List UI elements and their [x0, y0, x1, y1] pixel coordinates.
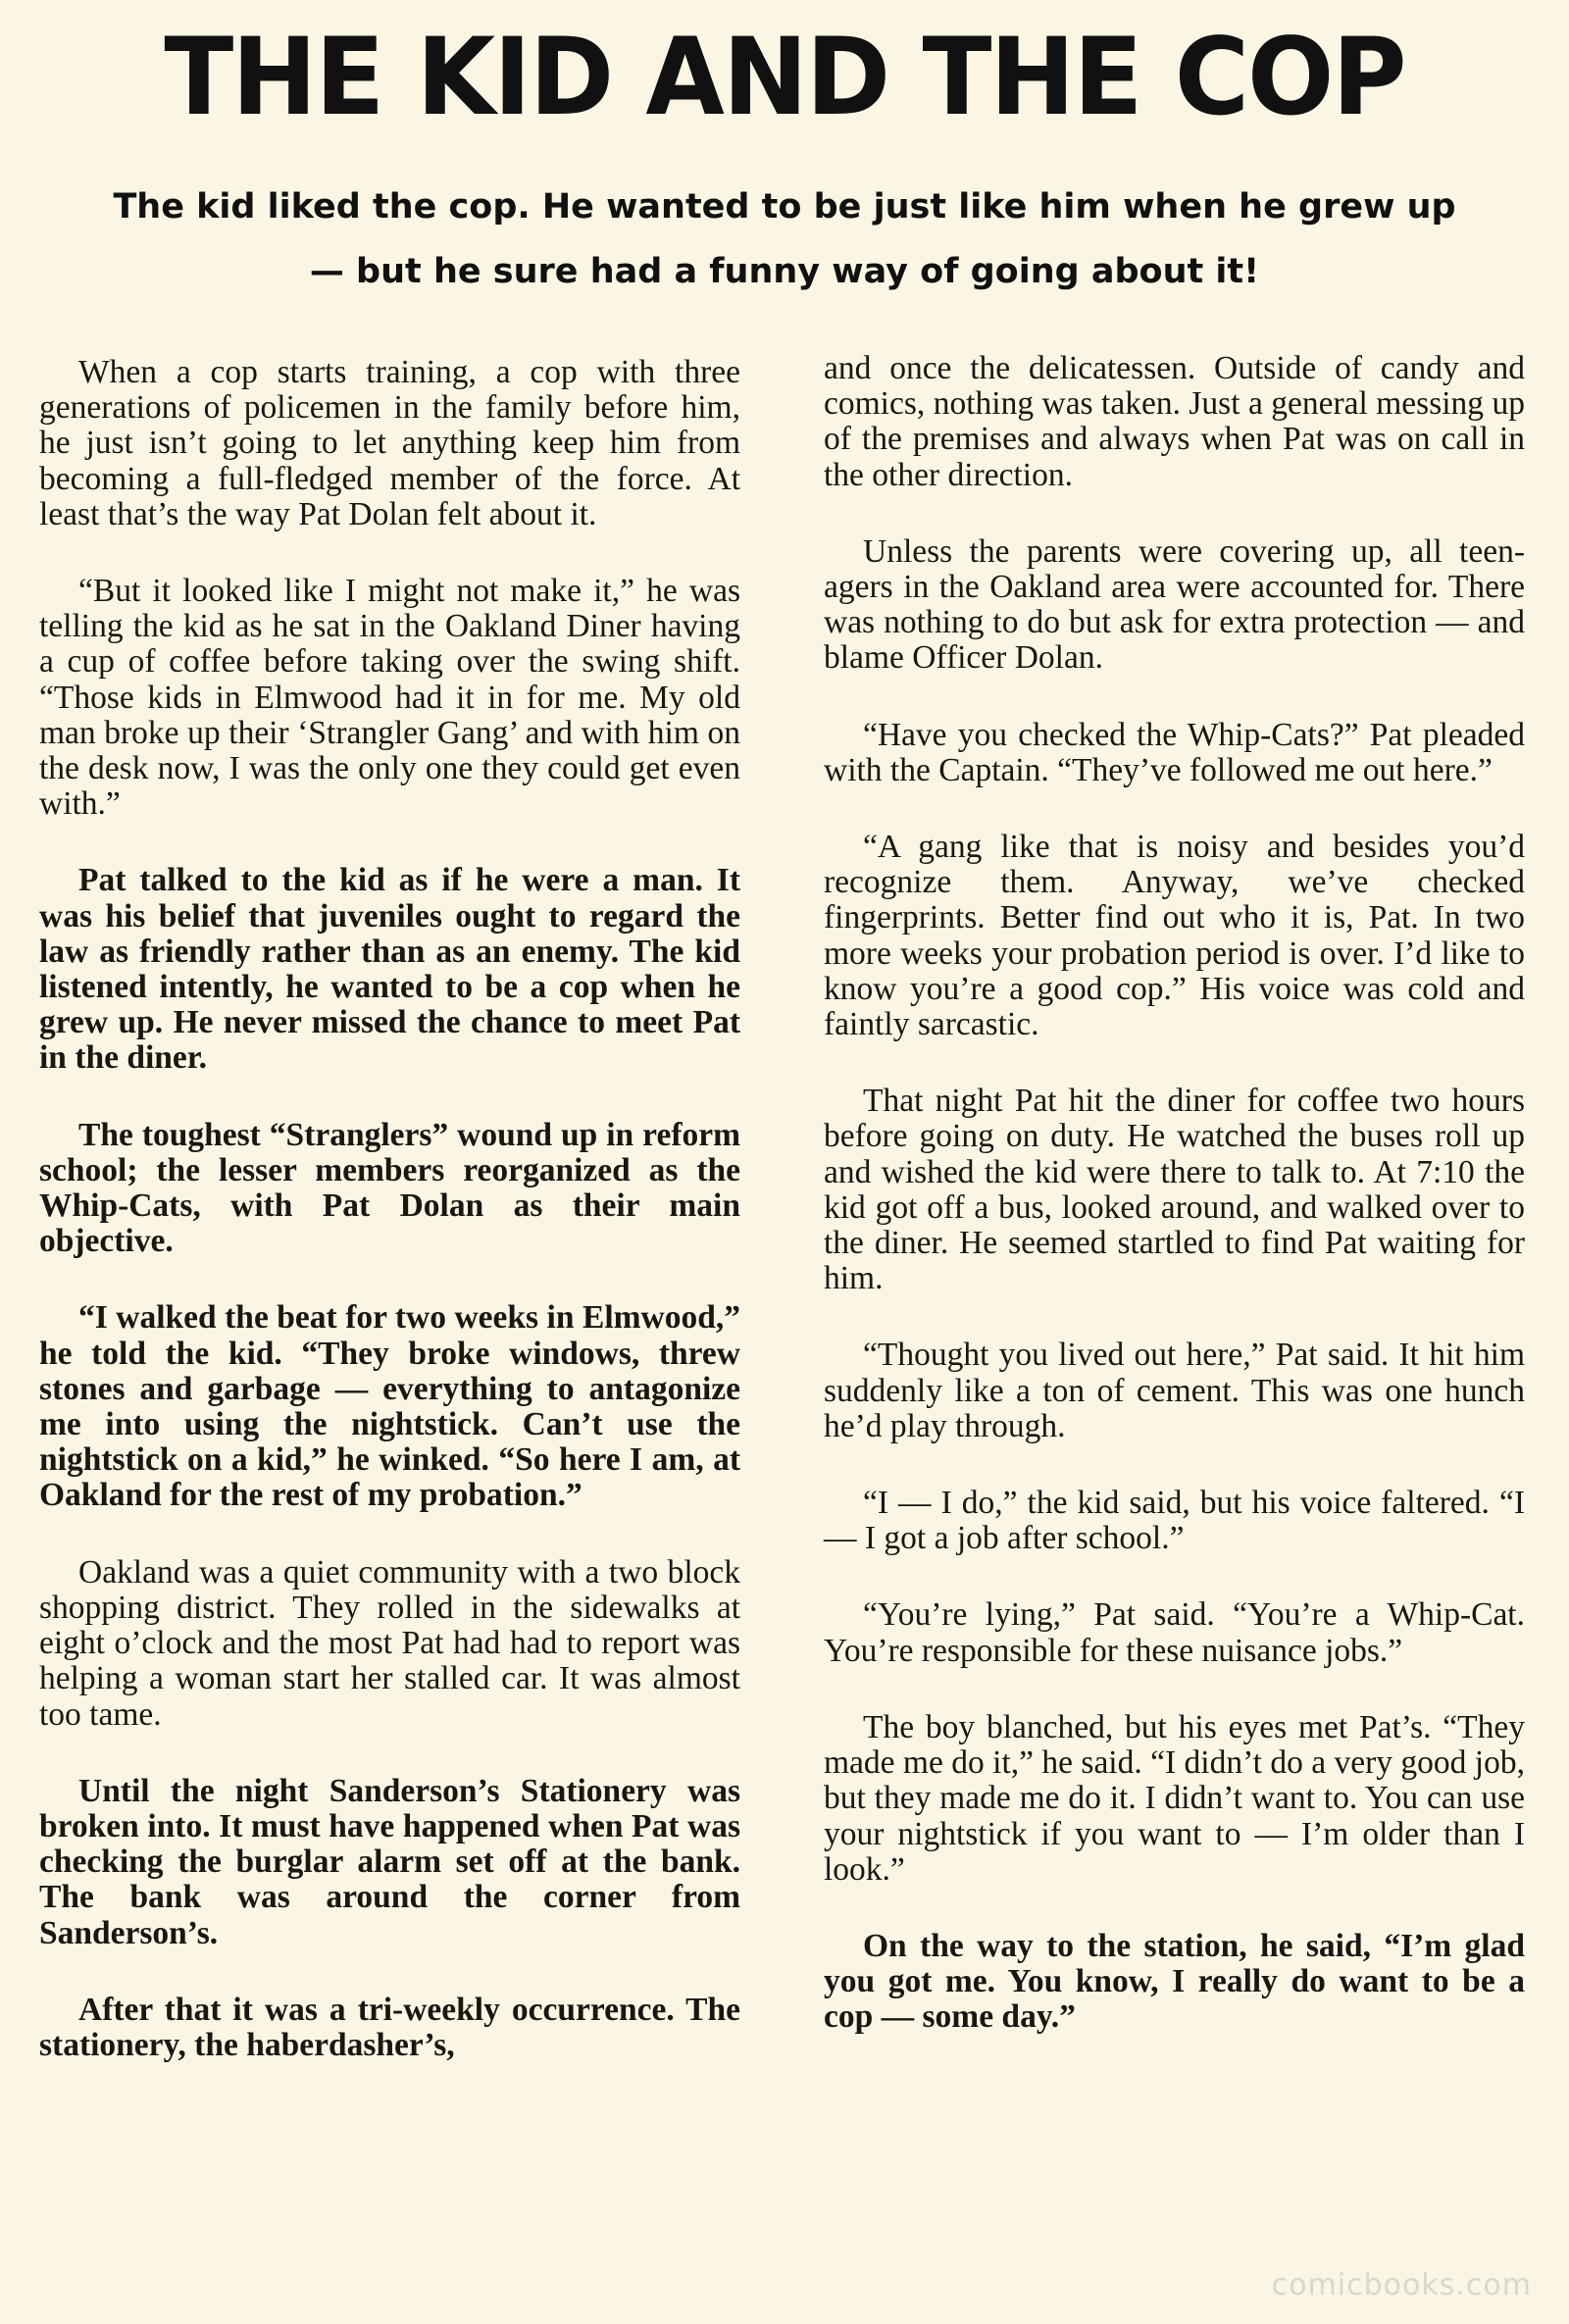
paragraph: That night Pat hit the diner for coffee two hours before going on duty. He watched the buses roll up and wished the kid were there to talk to. At 7:10 the kid got off a bus, looked around, and walked over to the diner. He seemed startled to find Pat waiting for him. — [824, 1083, 1525, 1297]
paragraph: “A gang like that is noisy and besides you’d recognize them. Anyway, we’ve checked fingerprints. Better find out who it is, Pat. In two more weeks your probation period is over. I’d like to know you’re a good cop.” His voice was cold and faintly sarcastic. — [824, 829, 1525, 1043]
paragraph: The boy blanched, but his eyes met Pat’s. “They made me do it,” he said. “I didn’t do a very good job, but they made me do it. I didn’t want to. You can use your nightstick if you want to — I’m older than I look.” — [824, 1708, 1525, 1888]
paragraph: Oakland was a quiet community with a two block shopping district. They rolled in the sidewalks at eight o’clock and the most Pat had had to report was helping a woman start her stalled car. It was almost too tame. — [39, 1553, 740, 1733]
paragraph: Pat talked to the kid as if he were a man. It was his belief that juveniles ought to regard the law as friendly rather than as an enemy. The kid listened intently, he wanted to be a cop when he grew up. He never missed the chance to meet Pat in the diner. — [39, 862, 740, 1077]
paragraph: Unless the parents were covering up, all teen-agers in the Oakland area were accounted for. There was nothing to do but ask for extra protection — and blame Officer Dolan. — [824, 532, 1525, 677]
right-column — [824, 351, 1525, 2077]
paragraph: When a cop starts training, a cop with three generations of policemen in the family before him, he just isn’t going to let anything keep him from becoming a full-fledged member of the force. At least that’s the way Pat Dolan felt about it. — [39, 354, 740, 532]
left-column — [39, 355, 740, 2104]
paragraph: “You’re lying,” Pat said. “You’re a Whip-Cat. You’re responsible for these nuisance jobs.” — [824, 1596, 1525, 1669]
paragraph: “But it looked like I might not make it,” he was telling the kid as he sat in the Oakland Diner having a cup of coffee before taking over the swing shift. “Those kids in Elmwood had it in for me. My old man broke up their ‘Strangler Gang’ and with him on the desk now, I was the only one they could get even with.” — [39, 573, 740, 823]
paragraph: Until the night Sanderson’s Stationery was broken into. It must have happened when Pat was checking the burglar alarm set off at the bank. The bank was around the corner from Sanderson’s. — [39, 1772, 740, 1951]
paragraph: “Have you checked the Whip-Cats?” Pat pleaded with the Captain. “They’ve followed me out here.” — [824, 716, 1525, 788]
paragraph: After that it was a tri-weekly occurrence. The stationery, the haberdasher’s, — [39, 1991, 740, 2063]
paragraph: On the way to the station, he said, “I’m glad you got me. You know, I really do want to be a cop — some day.” — [824, 1927, 1525, 2036]
story-title: THE KID AND THE COP — [164, 13, 1405, 140]
site-watermark: comicbooks.com — [1271, 2268, 1532, 2302]
subtitle-line-2: — but he sure had a funny way of going about it! — [309, 252, 1260, 291]
paragraph: The toughest “Stranglers” wound up in reform school; the lesser members reorganized as the Whip-Cats, with Pat Dolan as their main objective. — [39, 1116, 740, 1260]
subtitle-line-1: The kid liked the cop. He wanted to be just like him when he grew up — [113, 187, 1456, 227]
paragraph: “Thought you lived out here,” Pat said. It hit him suddenly like a ton of cement. This was one hunch he’d play through. — [824, 1337, 1525, 1444]
paragraph: “I — I do,” the kid said, but his voice faltered. “I — I got a job after school.” — [824, 1485, 1525, 1557]
paragraph: and once the delicatessen. Outside of candy and comics, nothing was taken. Just a general messing up of the premises and always when Pat was on call in the other direction. — [824, 350, 1525, 493]
paragraph: “I walked the beat for two weeks in Elmwood,” he told the kid. “They broke windows, threw stones and garbage — everything to antagonize me into using the nightstick. Can’t use the nightstick on a kid,” he winked. “So here I am, at Oakland for the rest of my probation.” — [39, 1299, 740, 1514]
story-subtitle — [39, 175, 1530, 304]
